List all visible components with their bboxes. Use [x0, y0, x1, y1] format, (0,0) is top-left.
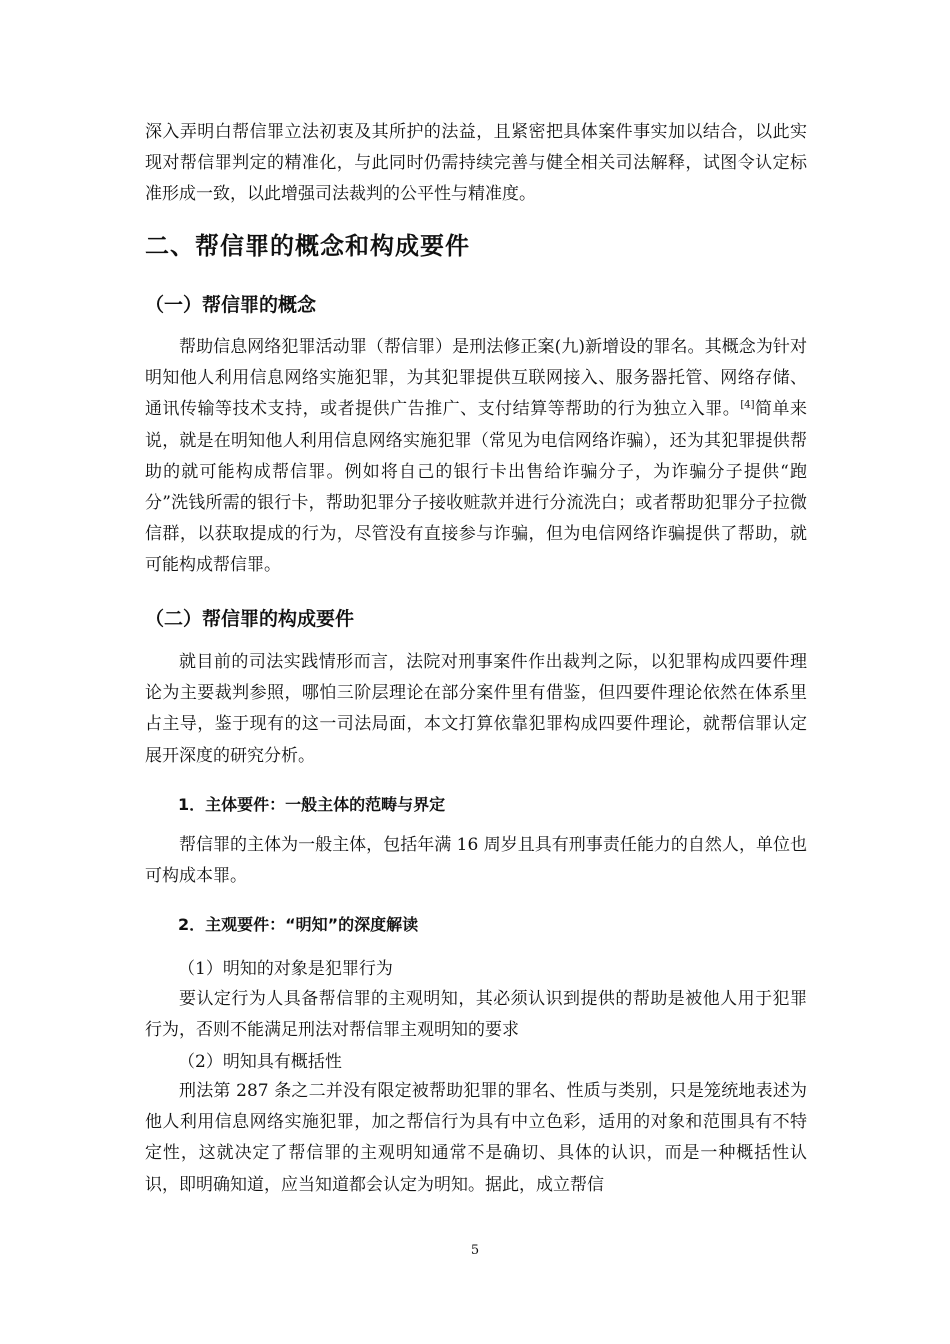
item-1-title: 1．主体要件：一般主体的范畴与界定: [178, 795, 446, 814]
page-number: 5: [470, 1243, 480, 1258]
section-title: 二、帮信罪的概念和构成要件: [145, 232, 470, 260]
subsection-1-title: （一）帮信罪的概念: [145, 294, 317, 316]
item-2-title: 2．主观要件：“明知”的深度解读: [178, 915, 419, 934]
concept-text-part1: 帮助信息网络犯罪活动罪（帮信罪）是刑法修正案(九)新增设的罪名。其概念为针对明知他人利用信息网络实施犯罪，为其犯罪提供互联网接入、服务器托管、网络存储、通讯传输等技术支持，或者提供广告推广、支付结算等帮助的行为独立入罪。: [145, 337, 807, 420]
concept-text-part2: 简单来说，就是在明知他人利用信息网络实施犯罪（常见为电信网络诈骗），还为其犯罪提供帮助的就可能构成帮信罪。例如将自己的银行卡出售给诈骗分子，为诈骗分子提供“跑分”洗钱所需的银行卡，帮助犯罪分子接收赃款并进行分流洗白；或者帮助犯罪分子拉微信群，以获取提成的行为，尽管没有直接参与诈骗，但为电信网络诈骗提供了帮助，就可能构成帮信罪。: [145, 399, 808, 576]
point-2-paragraph: 刑法第 287 条之二并没有限定被帮助犯罪的罪名、性质与类别，只是笼统地表述为他人利用信息网络实施犯罪，加之帮信行为具有中立色彩，适用的对象和范围具有不特定性，这就决定了帮信罪的主观明知通常不是确切、具体的认识，而是一种概括性认识，即明确知道，应当知道都会认定为明知。据此，成立帮信: [145, 1081, 807, 1195]
point-1-paragraph: 要认定行为人具备帮信罪的主观明知，其必须认识到提供的帮助是被他人用于犯罪行为，否则不能满足刑法对帮信罪主观明知的要求: [145, 989, 807, 1041]
citation-ref: [4]: [740, 399, 755, 411]
item-1-paragraph: 帮信罪的主体为一般主体，包括年满 16 周岁且具有刑事责任能力的自然人，单位也可构成本罪。: [145, 835, 807, 887]
point-1-title: （1）明知的对象是犯罪行为: [178, 959, 393, 979]
elements-paragraph: 就目前的司法实践情形而言，法院对刑事案件作出裁判之际，以犯罪构成四要件理论为主要裁判参照，哪怕三阶层理论在部分案件里有借鉴，但四要件理论依然在体系里占主导，鉴于现有的这一司法局面，本文打算依靠犯罪构成四要件理论，就帮信罪认定展开深度的研究分析。: [145, 652, 807, 766]
point-2-title: （2）明知具有概括性: [178, 1052, 342, 1072]
subsection-2-title: （二）帮信罪的构成要件: [145, 608, 355, 630]
concept-paragraph: [145, 332, 807, 582]
intro-paragraph: 深入弄明白帮信罪立法初衷及其所护的法益，且紧密把具体案件事实加以结合，以此实现对帮信罪判定的精准化，与此同时仍需持续完善与健全相关司法解释，试图令认定标准形成一致，以此增强司法裁判的公平性与精准度。: [145, 122, 807, 205]
